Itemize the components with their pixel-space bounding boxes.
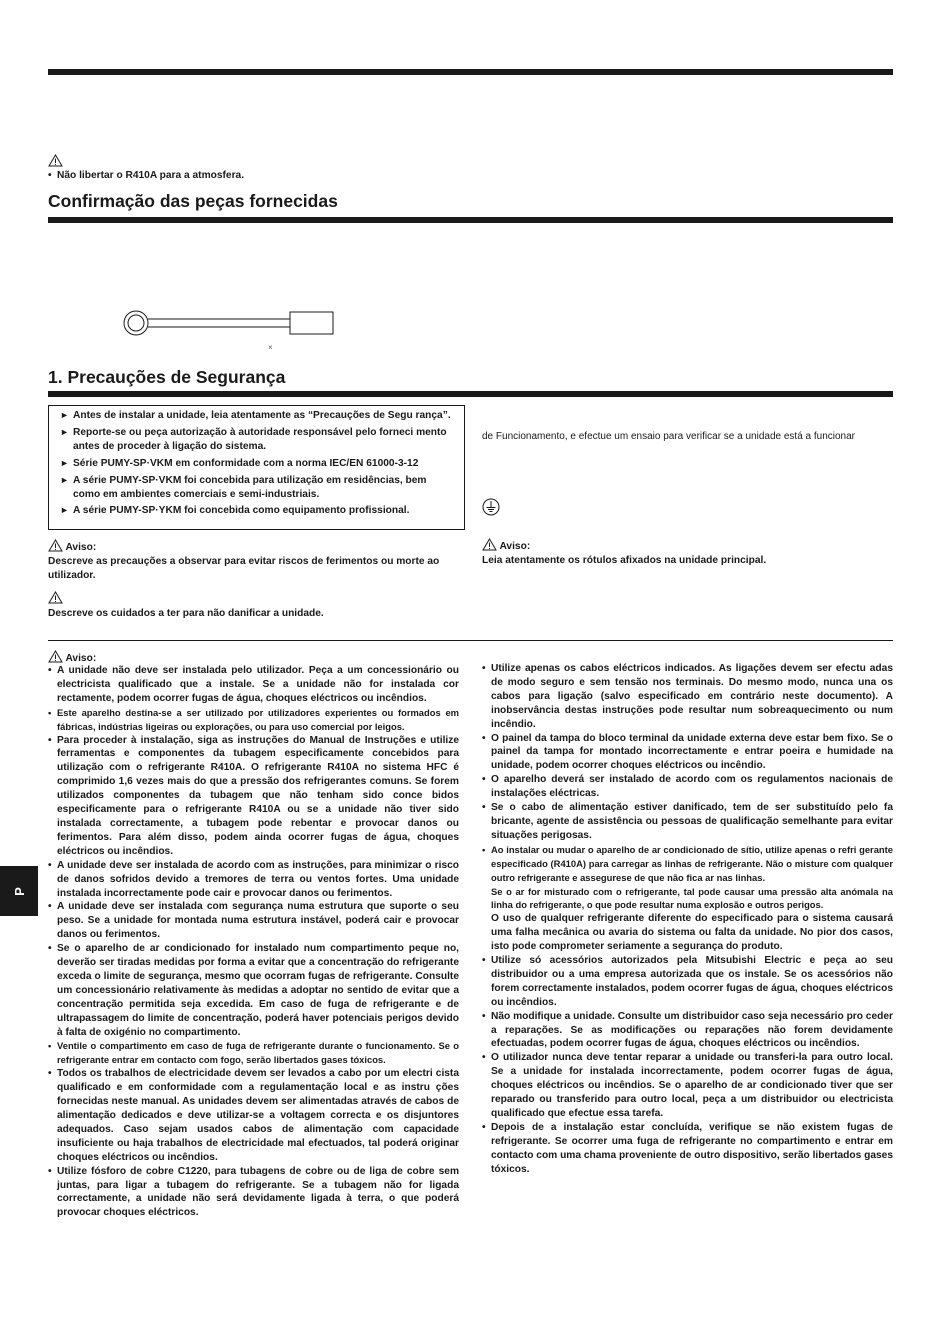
top-note-item: • Não libertar o R410A para a atmosfera.: [48, 169, 448, 183]
language-tab-label: P: [11, 886, 27, 896]
list-item: • Se o cabo de alimentação estiver danificado, tem de ser substituído pelo fa bricante, agente de assistência ou pessoas de qualificação semelhante para evitar situações perigosas.: [482, 801, 893, 843]
list-item: • Se o aparelho de ar condicionado for instalado num compartimento peque no, deverão ser tiradas medidas por forma a evitar que a concentração do refrigerante exceda o limite de segurança, mesmo que ocorram fugas de refrigerante. Consulte um concessionário relativamente às medidas a adoptar no sentido de evitar que a concentração permitida seja excedida. Em caso de fuga de refrigerante e de ultrapassagem do limite de concentração, poderá haver potenciais perigos devido à falta de oxigénio no compartimento.: [48, 942, 459, 1039]
top-rule: [48, 69, 893, 75]
list-item: • Depois de a instalação estar concluída, verifique se não existem fugas de refrigerante. Se ocorrer uma fuga de refrigerante no compartimento e entrar em contacto com uma chama proveniente de outro dispositivo, serão libertados gases tóxicos.: [482, 1121, 893, 1177]
list-item: • O aparelho deverá ser instalado de acordo com os regulamentos nacionais de instalações eléctricas.: [482, 773, 893, 801]
caution-icon: [48, 594, 63, 605]
language-tab: [0, 866, 38, 916]
parts-section-title: Confirmação das peças fornecidas: [48, 191, 338, 211]
list-item: • Para proceder à instalação, siga as instruções do Manual de Instruções e utilize ferramentas e componentes da tubagem especificamente concebidos para utilização com o refrigerante R410A. O refrigerante R410A no sistema HFC é comprimido 1,6 vezes mais do que a pressão dos refrigerantes comuns. Se forem utilizados componentes da tubagem que não tenham sido conce bidos especificamente para o refrigerante R410A ou se a unidade não tiver sido instalada correctamente, a tubagem pode rebentar e provocar danos ou ferimentos. Para além disso, podem ainda ocorrer fugas de água, choques eléctricos ou incêndios.: [48, 734, 459, 859]
warning-label: Aviso:: [65, 542, 97, 553]
box-item: ► Reporte-se ou peça autorização à autoridade responsável pelo forneci mento antes de proceder à ligação do sistema.: [60, 426, 456, 454]
label-warning: [482, 538, 895, 568]
warning-definition: [48, 539, 461, 583]
warning-label: Aviso:: [65, 653, 97, 664]
right-warning-list: [482, 662, 893, 1177]
warning-label: Aviso:: [499, 541, 531, 552]
top-note: [48, 169, 448, 183]
ring-terminal-figure: [122, 309, 338, 339]
warning-icon: [48, 152, 63, 170]
divider: [48, 640, 893, 641]
list-item: • Utilize fósforo de cobre C1220, para tubagens de cobre ou de liga de cobre sem juntas, para ligar a tubagem do refrigerante. Se a tubagem não for ligada correctamente, a unidade não será devidamente ligada à terra, o que poderá provocar choques eléctricos.: [48, 1165, 459, 1221]
list-item: • Ao instalar ou mudar o aparelho de ar condicionado de sítio, utilize apenas o refri gerante especificado (R410A) para carregar as linhas de refrigerante. Não o misture com qualquer outro refrigerante e assegurese de que não fica ar nas linhas.: [482, 843, 893, 885]
box-item: ► A série PUMY-SP·VKM foi concebida para utilização em residências, bem como em ambientes comerciais e semi-industriais.: [60, 474, 456, 502]
right-intro-line: de Funcionamento, e efectue um ensaio para verificar se a unidade está a funcionar: [482, 431, 856, 442]
list-item: • Utilize apenas os cabos eléctricos indicados. As ligações devem ser efectu adas de modo seguro e sem tensão nos terminais. Do mesmo modo, nunca una os cabos para ligação (salvo especificado em contrário neste documento). A inobservância destas instruções pode resultar num sobreaquecimento ou num incêndio.: [482, 662, 893, 732]
parts-title-rule: [48, 217, 893, 223]
important-box: [48, 405, 465, 530]
figure-caption: ×: [268, 343, 273, 352]
box-item: ► A série PUMY-SP·YKM foi concebida como equipamento profissional.: [60, 504, 456, 518]
box-item: ► Série PUMY-SP·VKM em conformidade com a norma IEC/EN 61000-3-12: [60, 457, 456, 471]
safety-title-rule: [48, 391, 893, 397]
ground-icon: [482, 498, 500, 516]
list-item: • Não modifique a unidade. Consulte um distribuidor caso seja necessário pro ceder a reparações. Se as modificações ou reparações não forem devidamente efectuadas, podem ocorrer fugas de água, choques eléctricos ou incêndios.: [482, 1010, 893, 1052]
caution-definition: [48, 591, 461, 621]
list-item: • O utilizador nunca deve tentar reparar a unidade ou transferi-la para outro local. Se a unidade for instalada incorrectamente, podem ocorrer fugas de água, choques eléctricos ou incêndios. Se o aparelho de ar condicionado tiver que ser reparado ou transferido para outro local, peça a um distribuidor ou electricista qualificado que efectue essa tarefa.: [482, 1051, 893, 1121]
warning-icon: [48, 653, 63, 664]
list-item: • A unidade deve ser instalada com segurança numa estrutura que suporte o seu peso. Se a unidade for montada numa estrutura instável, poderá cair e provocar danos ou ferimentos.: [48, 900, 459, 942]
warning-icon: [482, 541, 497, 552]
warning-text: Descreve as precauções a observar para evitar riscos de ferimentos ou morte ao utilizador.: [48, 555, 440, 581]
list-item: • A unidade não deve ser instalada pelo utilizador. Peça a um concessionário ou electricista qualificado que a instale. Se a unidade não for instalada cor rectamente, podem ocorrer fugas de água, choques eléctricos ou incêndios.: [48, 664, 459, 706]
warning-text: Leia atentamente os rótulos afixados na unidade principal.: [482, 554, 767, 566]
left-warning-list: [48, 664, 459, 1220]
list-item: • Ventile o compartimento em caso de fuga de refrigerante durante o funcionamento. Se o refrigerante entrar em contacto com fogo, serão libertados gases tóxicos.: [48, 1039, 459, 1067]
warning-icon: [48, 542, 63, 553]
list-item-cont: Se o ar for misturado com o refrigerante, tal pode causar uma pressão alta anómala na linha do refrigerante, o que pode resultar numa explosão e outros perigos.: [491, 885, 893, 911]
list-item: • Utilize só acessórios autorizados pela Mitsubishi Electric e peça ao seu distribuidor ou a uma empresa autorizada que os instale. Se os acessórios não forem correctamente instalados, podem ocorrer fugas de água, choques eléctricos ou incêndios.: [482, 954, 893, 1010]
caution-text: Descreve os cuidados a ter para não danificar a unidade.: [48, 607, 324, 619]
list-item: • Todos os trabalhos de electricidade devem ser levados a cabo por um electri cista qualificado e em conformidade com a regulamentação local e as instru ções fornecidas neste manual. As unidades devem ser alimentadas através de cabos de alimentação dedicados e deve utilizar-se a voltagem correcta e os disjuntores adequados. Caso sejam usados cabos de alimentação com capacidade insuficiente ou haja trabalhos de electricidade mal efectuados, tal poderá originar choques eléctricos ou incêndios.: [48, 1067, 459, 1164]
list-item: • Este aparelho destina-se a ser utilizado por utilizadores experientes ou formados em fábricas, indústrias ligeiras ou explorações, ou para uso comercial por leigos.: [48, 706, 459, 734]
list-item: • A unidade deve ser instalada de acordo com as instruções, para minimizar o risco de danos sofridos devido a tremores de terra ou ventos fortes. Uma unidade instalada incorrectamente pode cair e provocar danos ou ferimentos.: [48, 859, 459, 901]
safety-section-title: 1. Precauções de Segurança: [48, 367, 286, 387]
list-item: • O painel da tampa do bloco terminal da unidade externa deve estar bem fixo. Se o painel da tampa for montado incorrectamente e entrar poeira e humidade na unidade, podem ocorrer choques eléctricos ou incêndio.: [482, 732, 893, 774]
list-item-cont: O uso de qualquer refrigerante diferente do especificado para o sistema causará uma falha mecânica ou avaria do sistema ou falta da unidade. No pior dos casos, isto pode comprometer seriamente a segurança do produto.: [491, 913, 893, 953]
box-item: ► Antes de instalar a unidade, leia atentamente as “Precauções de Segu rança”.: [60, 409, 456, 423]
